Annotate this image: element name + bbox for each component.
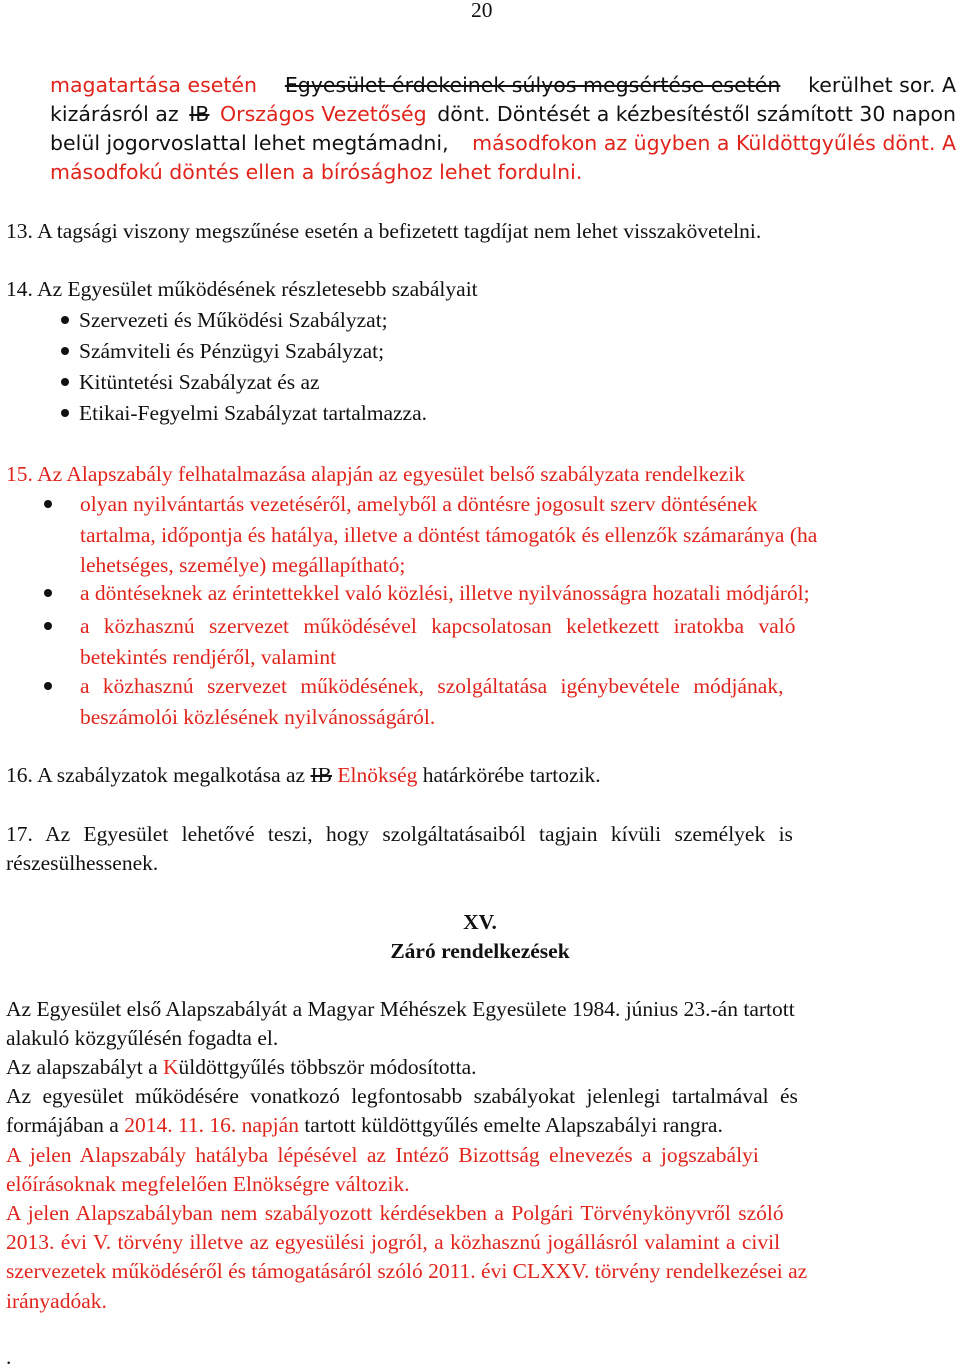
p15-b1-l1: olyan nyilvántartás vezetéséről, amelyből a döntésre jogosult szerv döntésének [80,492,758,516]
section-title: Záró rendelkezések [390,939,570,963]
closing-1-line-1: Az Egyesület első Alapszabályát a Magyar Méhészek Egyesülete 1984. június 23.-án tartott [6,997,795,1021]
p16-strike: IB [310,763,332,787]
closing-3-red: 2014. 11. 16. napján [124,1113,299,1137]
p15-intro [6,461,745,487]
closing-5-line-2: 2013. évi V. törvény illetve az egyesülési jogról, a közhasznú jogállásról valamint a civil [6,1230,781,1254]
closing-2 [6,1054,477,1080]
closing-2-a: Az alapszabályt a [6,1055,158,1079]
p17-line-2: részesülhessenek. [6,851,159,875]
p16-text [6,762,601,788]
bullet-icon [61,316,69,324]
closing-1-line-2: alakuló közgyűlésén fogadta el. [6,1026,279,1050]
p15-bullet-4-line-1: a közhasznú szervezet működésének, szolgáltatása igénybevétele módjának, [80,674,784,698]
closing-3-line-1: Az egyesület működésére vonatkozó legfontosabb szabályokat jelenlegi tartalmával és [6,1084,798,1108]
p13-text: 13. A tagsági viszony megszűnése esetén a befizetett tagdíjat nem lehet visszakövetelni. [6,219,762,243]
closing-2-red: K [163,1055,179,1079]
p12-l3-red: másodfokon az ügyben a Küldöttgyűlés dönt. A [472,131,956,155]
closing-3-a: formájában a [6,1113,119,1137]
p15-bullet-3-line-2: betekintés rendjéről, valamint [80,645,337,669]
p14-item: Kitüntetési Szabályzat és az [79,370,320,394]
p12-line-2 [50,101,956,127]
p14-intro: 14. Az Egyesület működésének részletesebb szabályait [6,277,478,301]
p15-bullet-2: a döntéseknek az érintettekkel való közlési, illetve nyilvánosságra hozatali módjáról; [80,581,810,605]
closing-4-line-1: A jelen Alapszabály hatályba lépésével az Intéző Bizottság elnevezés a jogszabályi [6,1143,759,1167]
p12-l1-end: kerülhet sor. A [808,73,956,97]
p14-item: Számviteli és Pénzügyi Szabályzat; [79,339,385,363]
bullet-icon [44,622,52,630]
p16-red: Elnökség [337,763,418,787]
p14-item: Szervezeti és Működési Szabályzat; [79,308,388,332]
bullet-icon [44,682,52,690]
p12-line-4: másodfokú döntés ellen a bírósághoz lehet fordulni. [50,160,583,184]
p17-line-1: 17. Az Egyesület lehetővé teszi, hogy szolgáltatásaiból tagjain kívüli személyek is [6,822,793,846]
p12-l3-a: belül jogorvoslattal lehet megtámadni, [50,131,449,155]
p12-l1-red: magatartása esetén [50,73,258,97]
closing-4-line-2: előírásoknak megfelelően Elnökségre változik. [6,1172,410,1196]
p12-line-3 [50,130,956,156]
closing-5-line-4: irányadóak. [6,1289,107,1313]
p16-b: határkörébe tartozik. [422,763,601,787]
p12-l2-b: dönt. Döntését a kézbesítéstől számított 30 napon [437,102,956,126]
p15-bullet-4-line-2: beszámolói közlésének nyilvánosságáról. [80,705,436,729]
p12-l2-red: Országos Vezetőség [220,102,427,126]
p15-intro-text: Az Alapszabály felhatalmazása alapján az egyesület belső szabályzata rendelkezik [37,462,746,486]
closing-2-b: üldöttgyűlés többször módosította. [178,1055,477,1079]
p14-item: Etikai-Fegyelmi Szabályzat tartalmazza. [79,401,428,425]
p15-bullet-1-line-1 [80,491,956,517]
page-number: 20 [471,0,493,22]
closing-3-line-2 [6,1112,723,1138]
p15-bullet-1-line-3: lehetséges, személye) megállapítható; [80,553,406,577]
bullet-icon [61,378,69,386]
bullet-icon [61,409,69,417]
p16-a: 16. A szabályzatok megalkotása az [6,763,306,787]
end-mark: . [6,1345,12,1369]
p12-l2-a: kizárásról az [50,102,179,126]
closing-5-line-3: szervezetek működéséről és támogatásáról szóló 2011. évi CLXXV. törvény rendelkezései az [6,1259,808,1283]
closing-3-b: tartott küldöttgyűlés emelte Alapszabályi rangra. [304,1113,723,1137]
p12-l1-strike: Egyesület érdekeinek súlyos megsértése esetén [284,73,781,97]
bullet-icon [44,589,52,597]
p15-bullet-3-line-1: a közhasznú szervezet működésével kapcsolatosan keletkezett iratokba való [80,614,796,638]
p12-l2-strike: IB [189,102,210,126]
p15-bullet-1-line-2: tartalma, időpontja és hatálya, illetve a döntést támogatók és ellenzők számaránya (ha [80,523,818,547]
section-number: XV. [463,910,497,934]
bullet-icon [44,500,52,508]
bullet-icon [61,347,69,355]
closing-5-line-1: A jelen Alapszabályban nem szabályozott kérdésekben a Polgári Törvénykönyvről szóló [6,1201,784,1225]
p15-number: 15. [6,462,33,486]
p12-line-1 [50,72,956,98]
